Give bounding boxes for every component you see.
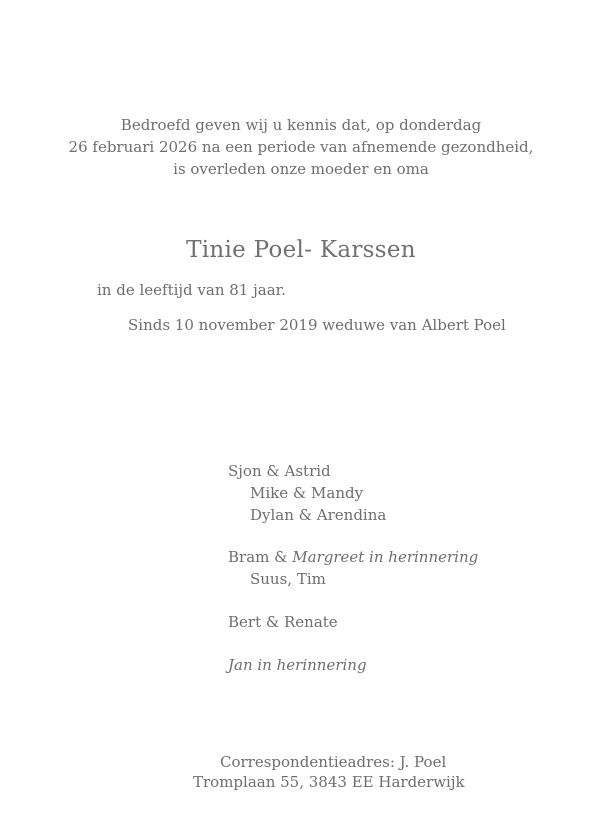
family-group1-child2: Dylan & Arendina (250, 506, 387, 524)
family-group1-child1: Mike & Mandy (250, 484, 364, 502)
family-group4-memory-text: Jan in herinnering (228, 656, 367, 674)
correspondence-line-2: Tromplaan 55, 3843 EE Harderwijk (193, 773, 465, 791)
intro-line-1: Bedroefd geven wij u kennis dat, op donderdag (120, 116, 482, 134)
family-group3-parents: Bert & Renate (228, 613, 338, 631)
family-group1-parents: Sjon & Astrid (228, 462, 331, 480)
family-group2-line (228, 548, 478, 566)
intro-line-2: 26 februari 2026 na een periode van afnemende gezondheid, (68, 138, 534, 156)
deceased-name: Tinie Poel- Karssen (186, 237, 416, 263)
intro-line-3: is overleden onze moeder en oma (173, 160, 429, 178)
family-group2-memory: Margreet in herinnering (292, 548, 479, 566)
family-group2-parent: Bram & (228, 548, 288, 566)
widow-line: Sinds 10 november 2019 weduwe van Albert Poel (128, 316, 506, 334)
correspondence-line-1: Correspondentieadres: J. Poel (220, 753, 447, 771)
family-group2-children: Suus, Tim (250, 570, 326, 588)
age-line: in de leeftijd van 81 jaar. (97, 281, 286, 299)
family-group4-memory (228, 656, 367, 674)
